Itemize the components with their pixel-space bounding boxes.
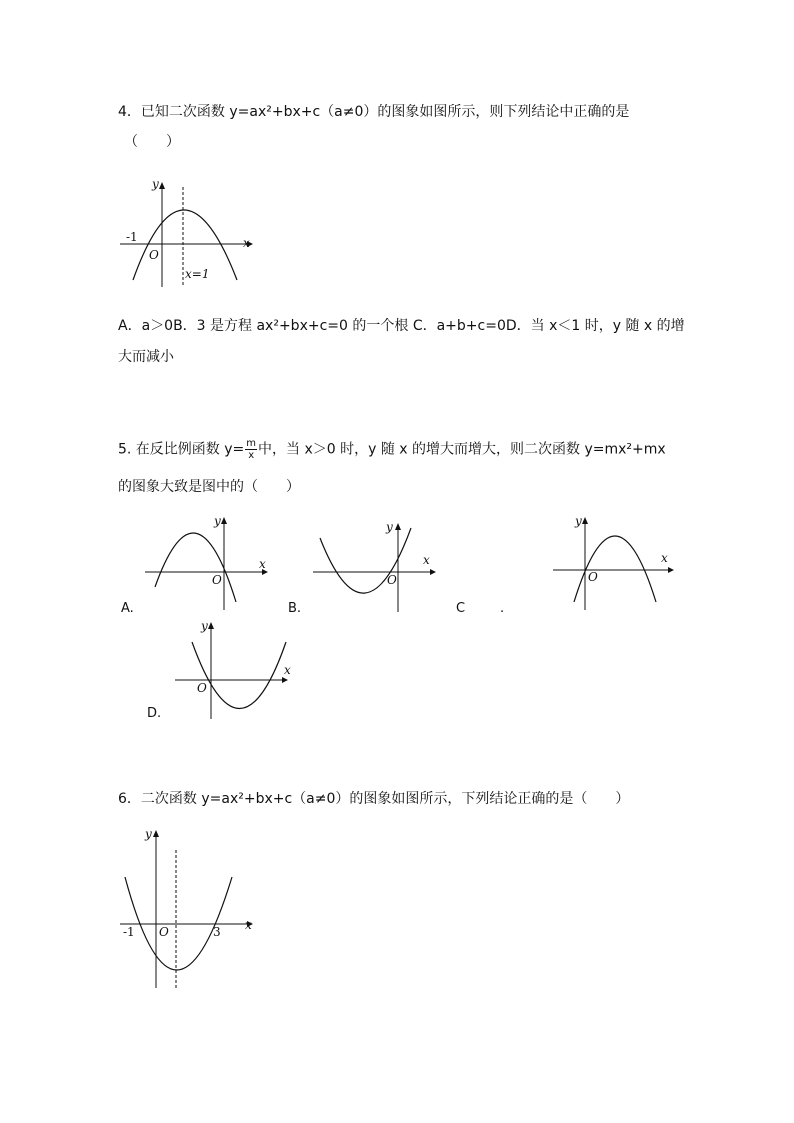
q4-label-origin: O xyxy=(149,248,159,262)
q4-y-axis-arrow xyxy=(159,182,165,189)
q5-a-label-o: O xyxy=(212,573,222,587)
q5-option-b[interactable]: B. xyxy=(288,601,302,616)
q4-graph xyxy=(115,175,255,290)
q5-b-label-o: O xyxy=(387,573,397,587)
q5-stem-a: 5. 在反比例函数 y= xyxy=(118,441,245,458)
q6-label-x: x xyxy=(245,918,252,932)
q5-option-d[interactable]: D. xyxy=(147,706,162,721)
q4-label-axis: x=1 xyxy=(185,267,210,281)
q5-d-label-y: y xyxy=(201,619,208,633)
q5-option-c-dot: . xyxy=(500,601,505,616)
q6-label-origin: O xyxy=(159,925,169,939)
q6-label-neg1: -1 xyxy=(123,925,135,939)
q5-fraction-denominator: x xyxy=(248,450,255,461)
q4-label-x: x xyxy=(243,236,250,250)
q5-fraction xyxy=(245,438,257,461)
q5-stem-line2: 的图象大致是图中的（ ） xyxy=(118,479,300,495)
q4-label-neg1: -1 xyxy=(126,230,138,244)
q5-a-label-y: y xyxy=(214,514,221,528)
q4-answer-blank: （ ） xyxy=(124,134,180,150)
q5-c-label-x: x xyxy=(661,551,668,565)
q5-c-parabola xyxy=(574,536,656,602)
q6-label-y: y xyxy=(145,827,152,841)
q5-fraction-numerator: m xyxy=(246,438,257,449)
q5-stem-line1 xyxy=(118,438,666,461)
q6-stem: 6．二次函数 y=ax²+bx+c（a≠0）的图象如图所示，下列结论正确的是（ ） xyxy=(118,791,630,807)
q4-stem-line1: 4．已知二次函数 y=ax²+bx+c（a≠0）的图象如图所示，则下列结论中正确的是 xyxy=(118,104,630,120)
q5-d-label-o: O xyxy=(197,681,207,695)
q5-option-a[interactable]: A. xyxy=(121,601,134,616)
q5-graph-d xyxy=(170,615,300,725)
q4-options-line2: 大而减小 xyxy=(118,349,174,365)
q5-c-label-o: O xyxy=(588,570,598,584)
q5-b-parabola xyxy=(320,528,411,593)
q5-stem-b: 中，当 x＞0 时，y 随 x 的增大而增大，则二次函数 y=mx²+mx xyxy=(258,441,666,458)
q5-b-label-x: x xyxy=(423,553,430,567)
q5-d-label-x: x xyxy=(284,663,291,677)
q5-b-label-y: y xyxy=(386,520,393,534)
q6-graph xyxy=(115,825,260,990)
q4-label-y: y xyxy=(152,177,159,191)
q5-option-c[interactable]: C xyxy=(456,601,466,616)
q4-options-line1: A．a＞0B．3 是方程 ax²+bx+c=0 的一个根 C．a+b+c=0D．当 x＜1 时，y 随 x 的增 xyxy=(118,318,685,334)
q5-graph-c xyxy=(548,512,678,612)
q5-d-parabola xyxy=(192,642,286,709)
q5-graph-b xyxy=(308,518,438,618)
q5-a-label-x: x xyxy=(259,557,266,571)
q5-graph-a xyxy=(140,512,270,612)
q6-y-axis-arrow xyxy=(153,830,159,837)
q5-c-label-y: y xyxy=(575,514,582,528)
q6-label-3: 3 xyxy=(213,925,221,939)
